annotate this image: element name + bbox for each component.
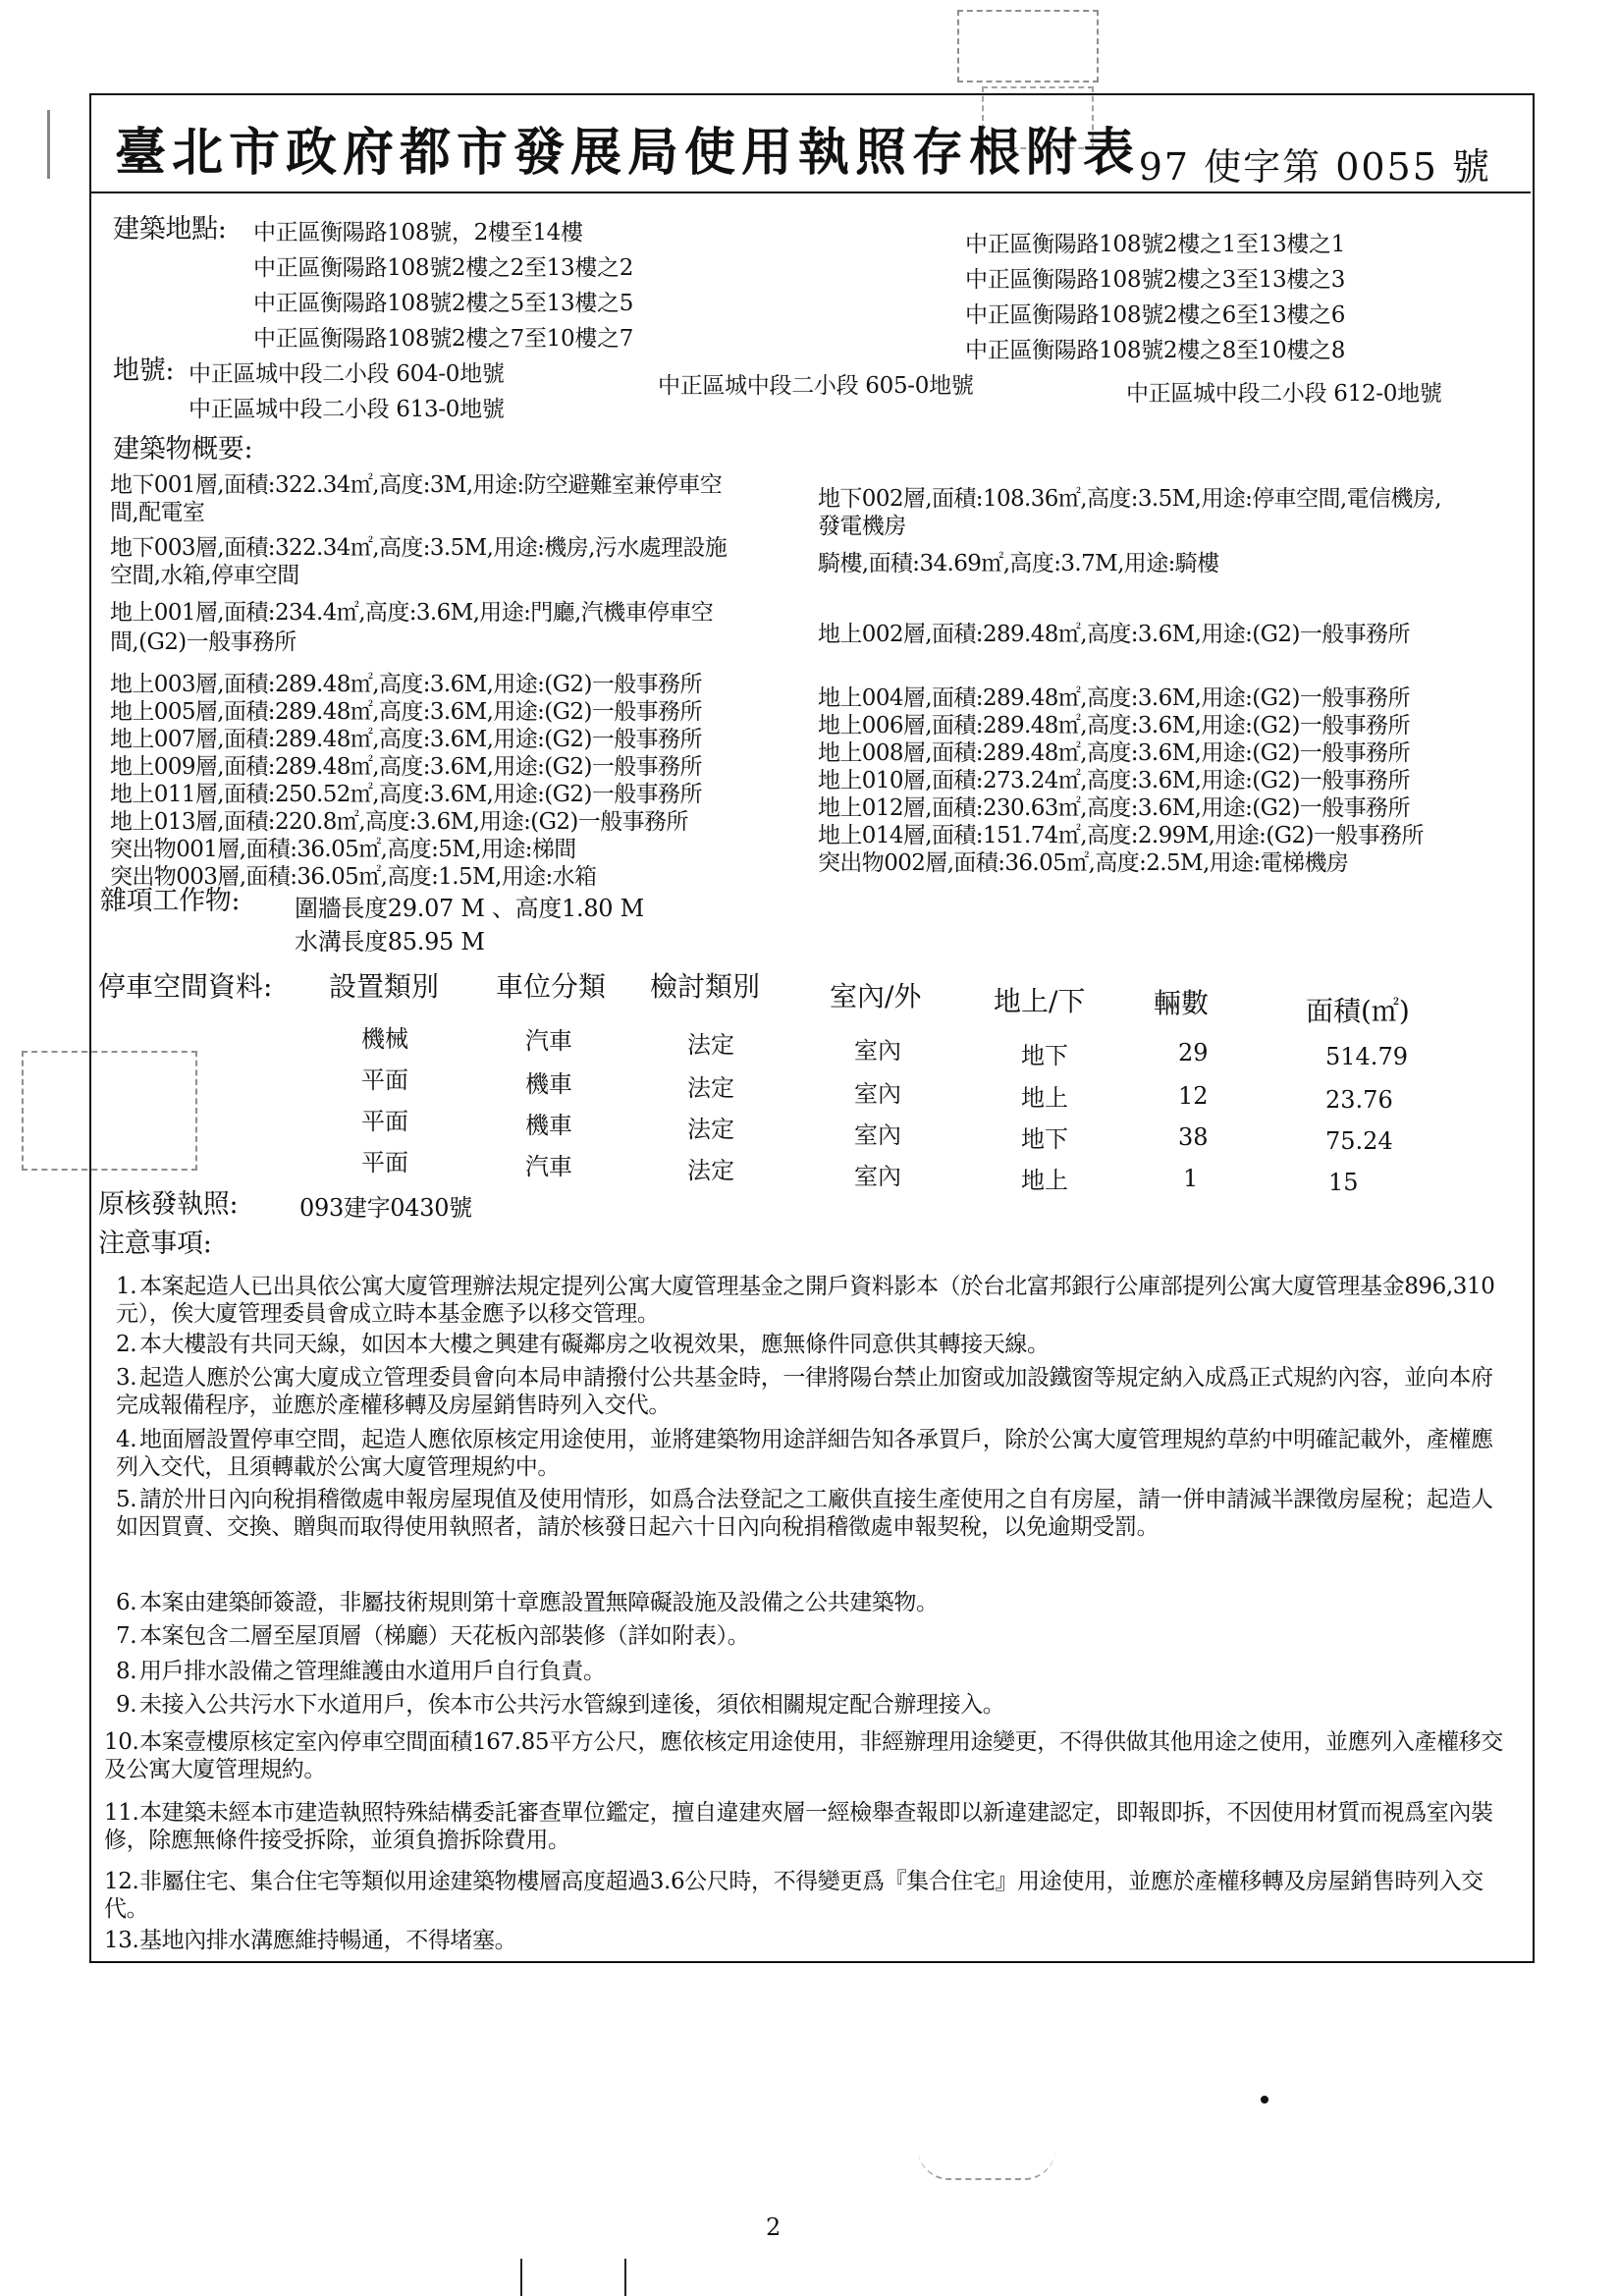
parking-cell: 平面	[361, 1108, 408, 1135]
parking-cell: 平面	[361, 1066, 408, 1094]
site-label: 建築地點:	[113, 214, 227, 245]
top-seal-stamp	[957, 10, 1099, 82]
parking-cell: 汽車	[525, 1153, 572, 1180]
page-number: 2	[766, 2214, 782, 2241]
misc-work-item: 水溝長度85.95 M	[295, 928, 485, 956]
floor-desc-left: 突出物001層,面積:36.05㎡,高度:5M,用途:梯間	[110, 837, 576, 862]
parking-cell: 法定	[687, 1157, 734, 1184]
lot-label: 地號:	[113, 355, 175, 386]
parking-header-type: 設置類別	[329, 970, 440, 1003]
note-text: 本案包含二層至屋頂層（梯廳）天花板內部裝修（詳如附表）。	[139, 1623, 750, 1649]
site-address-right: 中正區衡陽路108號2樓之1至13樓之1	[965, 232, 1346, 257]
parking-header-class: 車位分類	[496, 970, 607, 1003]
note-item: 1. 本案起造人已出具依公寓大廈管理辦法規定提列公寓大廈管理基金之開戶資料影本（於台北富邦銀行公庫部提列公寓大廈管理基金896,310元），俟大廈管理委員會成立時本基金應予以移交管理。	[116, 1274, 1495, 1327]
site-address-left: 中正區衡陽路108號2樓之5至13樓之5	[253, 291, 634, 316]
parking-label: 停車空間資料:	[98, 970, 273, 1003]
floor-desc-left: 地上011層,面積:250.52㎡,高度:3.6M,用途:(G2)一般事務所	[110, 782, 702, 807]
parking-header-indoor: 室內/外	[830, 980, 922, 1012]
note-item: 6. 本案由建築師簽證，非屬技術規則第十章應設置無障礙設施及設備之公共建築物。	[116, 1590, 939, 1615]
note-text: 本案起造人已出具依公寓大廈管理辦法規定提列公寓大廈管理基金之開戶資料影本（於台北富邦銀行公庫部提列公寓大廈管理基金896,310元），俟大廈管理委員會成立時本基金應予以移交管理。	[116, 1274, 1495, 1327]
lot-number: 中正區城中段二小段 612-0地號	[1126, 381, 1442, 407]
misc-work-item: 圍牆長度29.07 M 、高度1.80 M	[295, 895, 644, 922]
floor-desc-left: 地下001層,面積:322.34㎡,高度:3M,用途:防空避難室兼停車空	[110, 472, 723, 498]
floor-desc-left: 地上001層,面積:234.4㎡,高度:3.6M,用途:門廳,汽機車停車空	[110, 600, 714, 626]
note-text: 本建築未經本市建造執照特殊結構委託審查單位鑑定，擅自違建夾層一經檢舉查報即以新違建認定，即報即拆，不因使用材質而視爲室內裝修，除應無條件接受拆除，並須負擔拆除費用。	[104, 1800, 1493, 1853]
note-item: 9. 未接入公共污水下水道用戶，俟本市公共污水管線到達後，須依相關規定配合辦理接入。	[116, 1692, 1005, 1718]
floor-desc-left: 地上005層,面積:289.48㎡,高度:3.6M,用途:(G2)一般事務所	[110, 699, 702, 725]
parking-cell: 法定	[687, 1074, 734, 1102]
site-address-right: 中正區衡陽路108號2樓之8至10樓之8	[965, 338, 1346, 363]
original-permit-label: 原核發執照:	[98, 1189, 239, 1220]
floor-desc-left: 地上003層,面積:289.48㎡,高度:3.6M,用途:(G2)一般事務所	[110, 672, 702, 697]
floor-desc-right: 地上010層,面積:273.24㎡,高度:3.6M,用途:(G2)一般事務所	[818, 768, 1410, 793]
note-item: 7. 本案包含二層至屋頂層（梯廳）天花板內部裝修（詳如附表）。	[116, 1623, 750, 1649]
notes-label: 注意事項:	[98, 1229, 212, 1259]
parking-cell: 15	[1328, 1169, 1359, 1196]
note-item: 8. 用戶排水設備之管理維護由水道用戶自行負責。	[116, 1659, 606, 1684]
parking-cell: 29	[1178, 1039, 1209, 1066]
floor-desc-right: 地下002層,面積:108.36㎡,高度:3.5M,用途:停車空間,電信機房,	[818, 486, 1441, 512]
site-address-right: 中正區衡陽路108號2樓之6至13樓之6	[965, 302, 1346, 328]
parking-cell: 75.24	[1325, 1127, 1393, 1155]
floor-desc-left: 地上007層,面積:289.48㎡,高度:3.6M,用途:(G2)一般事務所	[110, 727, 702, 752]
note-item: 4. 地面層設置停車空間，起造人應依原核定用途使用，並將建築物用途詳細告知各承買戶，除於公寓大廈管理規約草約中明確記載外，產權應列入交代，且須轉載於公寓大廈管理規約中。	[116, 1427, 1493, 1480]
bottom-seal-arc	[918, 2149, 1055, 2180]
floor-desc-left: 空間,水箱,停車空間	[110, 563, 299, 588]
parking-header-level: 地上/下	[994, 985, 1086, 1017]
note-text: 非屬住宅、集合住宅等類似用途建築物樓層高度超過3.6公尺時，不得變更爲『集合住宅』用途使用，並應於產權移轉及房屋銷售時列入交代。	[104, 1869, 1483, 1922]
parking-cell: 汽車	[525, 1027, 572, 1055]
page-title: 臺北市政府都市發展局使用執照存根附表	[115, 123, 1141, 183]
parking-cell: 38	[1178, 1123, 1209, 1151]
margin-mark	[47, 110, 74, 179]
floor-desc-right: 地上002層,面積:289.48㎡,高度:3.6M,用途:(G2)一般事務所	[818, 622, 1410, 647]
note-item: 5. 請於卅日內向稅捐稽徵處申報房屋現值及使用情形，如爲合法登記之工廠供直接生產使用之自有房屋，請一併申請減半課徵房屋稅；起造人如因買賣、交換、贈與而取得使用執照者，請於核發日起六十日內向稅捐稽徵處申報契稅，以免逾期受罰。	[116, 1487, 1493, 1540]
parking-cell: 機車	[525, 1112, 572, 1139]
parking-cell: 514.79	[1325, 1043, 1408, 1070]
floor-desc-left: 地上013層,面積:220.8㎡,高度:3.6M,用途:(G2)一般事務所	[110, 809, 688, 835]
parking-header-review: 檢討類別	[650, 970, 761, 1003]
parking-cell: 室內	[854, 1037, 901, 1065]
floor-desc-right: 地上004層,面積:289.48㎡,高度:3.6M,用途:(G2)一般事務所	[818, 685, 1410, 711]
parking-cell: 機車	[525, 1070, 572, 1098]
floor-desc-right: 突出物002層,面積:36.05㎡,高度:2.5M,用途:電梯機房	[818, 850, 1349, 876]
site-address-left: 中正區衡陽路108號，2樓至14樓	[253, 220, 583, 246]
parking-cell: 1	[1183, 1165, 1199, 1192]
floor-desc-left: 突出物003層,面積:36.05㎡,高度:1.5M,用途:水箱	[110, 864, 597, 890]
parking-cell: 法定	[687, 1116, 734, 1143]
bottom-scan-line	[624, 2259, 626, 2296]
note-text: 地面層設置停車空間，起造人應依原核定用途使用，並將建築物用途詳細告知各承買戶，除於公寓大廈管理規約草約中明確記載外，產權應列入交代，且須轉載於公寓大廈管理規約中。	[116, 1427, 1493, 1480]
misc-works-label: 雜項工作物:	[100, 886, 241, 916]
parking-cell: 室內	[854, 1163, 901, 1190]
parking-cell: 平面	[361, 1149, 408, 1176]
note-text: 本大樓設有共同天線，如因本大樓之興建有礙鄰房之收視效果，應無條件同意供其轉接天線。	[139, 1332, 1050, 1357]
lot-number: 中正區城中段二小段 613-0地號	[189, 397, 505, 422]
note-text: 請於卅日內向稅捐稽徵處申報房屋現值及使用情形，如爲合法登記之工廠供直接生產使用之自有房屋，請一併申請減半課徵房屋稅；起造人如因買賣、交換、贈與而取得使用執照者，請於核發日起六十日內向稅捐稽徵處申報契稅，以免逾期受罰。	[116, 1487, 1493, 1540]
parking-cell: 地上	[1021, 1167, 1068, 1194]
stray-mark	[1261, 2096, 1268, 2104]
title-row	[89, 93, 1531, 193]
site-address-left: 中正區衡陽路108號2樓之7至10樓之7	[253, 326, 634, 352]
parking-header-count: 輛數	[1154, 987, 1210, 1019]
note-item: 2. 本大樓設有共同天線，如因本大樓之興建有礙鄰房之收視效果，應無條件同意供其轉接天線。	[116, 1332, 1050, 1357]
parking-cell: 室內	[854, 1121, 901, 1149]
floor-desc-right: 地上006層,面積:289.48㎡,高度:3.6M,用途:(G2)一般事務所	[818, 713, 1410, 738]
original-permit-value: 093建字0430號	[299, 1194, 472, 1222]
floor-desc-right: 地上014層,面積:151.74㎡,高度:2.99M,用途:(G2)一般事務所	[818, 823, 1424, 848]
floor-desc-left: 地上009層,面積:289.48㎡,高度:3.6M,用途:(G2)一般事務所	[110, 754, 702, 780]
parking-cell: 12	[1178, 1082, 1209, 1110]
parking-cell: 法定	[687, 1031, 734, 1059]
site-address-left: 中正區衡陽路108號2樓之2至13樓之2	[253, 255, 634, 281]
overview-label: 建築物概要:	[113, 434, 253, 465]
note-text: 用戶排水設備之管理維護由水道用戶自行負責。	[139, 1659, 606, 1684]
parking-header-area: 面積(㎡)	[1306, 995, 1410, 1027]
floor-desc-left: 間,(G2)一般事務所	[110, 629, 297, 655]
note-text: 本案由建築師簽證，非屬技術規則第十章應設置無障礙設施及設備之公共建築物。	[139, 1590, 939, 1615]
site-address-right: 中正區衡陽路108號2樓之3至13樓之3	[965, 267, 1346, 293]
floor-desc-right: 騎樓,面積:34.69㎡,高度:3.7M,用途:騎樓	[818, 551, 1219, 576]
note-text: 基地內排水溝應維持暢通，不得堵塞。	[139, 1928, 517, 1953]
floor-desc-left: 地下003層,面積:322.34㎡,高度:3.5M,用途:機房,污水處理設施	[110, 535, 728, 561]
note-item: 10.本案壹樓原核定室內停車空間面積167.85平方公尺，應依核定用途使用，非經辦理用途變更，不得供做其他用途之使用，並應列入產權移交及公寓大廈管理規約。	[104, 1729, 1503, 1782]
note-text: 起造人應於公寓大廈成立管理委員會向本局申請撥付公共基金時，一律將陽台禁止加窗或加設鐵窗等規定納入成爲正式規約內容，並向本府完成報備程序，並應於產權移轉及房屋銷售時列入交代。	[116, 1365, 1493, 1418]
note-item: 12.非屬住宅、集合住宅等類似用途建築物樓層高度超過3.6公尺時，不得變更爲『集合住宅』用途使用，並應於產權移轉及房屋銷售時列入交代。	[104, 1869, 1483, 1922]
note-item: 3. 起造人應於公寓大廈成立管理委員會向本局申請撥付公共基金時，一律將陽台禁止加窗或加設鐵窗等規定納入成爲正式規約內容，並向本府完成報備程序，並應於產權移轉及房屋銷售時列入交代。	[116, 1365, 1493, 1418]
note-item: 13.基地內排水溝應維持暢通，不得堵塞。	[104, 1928, 517, 1953]
floor-desc-left: 間,配電室	[110, 500, 205, 525]
parking-cell: 室內	[854, 1080, 901, 1108]
parking-cell: 機械	[361, 1025, 408, 1053]
permit-number: 97 使字第 0055 號	[1138, 145, 1491, 189]
note-text: 本案壹樓原核定室內停車空間面積167.85平方公尺，應依核定用途使用，非經辦理用途變更，不得供做其他用途之使用，並應列入產權移交及公寓大廈管理規約。	[104, 1729, 1503, 1782]
floor-desc-right: 地上012層,面積:230.63㎡,高度:3.6M,用途:(G2)一般事務所	[818, 795, 1410, 821]
parking-cell: 地下	[1021, 1042, 1068, 1069]
lot-number: 中正區城中段二小段 605-0地號	[658, 373, 974, 399]
parking-cell: 23.76	[1325, 1086, 1393, 1114]
parking-cell: 地下	[1021, 1125, 1068, 1153]
note-text: 未接入公共污水下水道用戶，俟本市公共污水管線到達後，須依相關規定配合辦理接入。	[139, 1692, 1005, 1718]
note-item: 11.本建築未經本市建造執照特殊結構委託審查單位鑑定，擅自違建夾層一經檢舉查報即以新違建認定，即報即拆，不因使用材質而視爲室內裝修，除應無條件接受拆除，並須負擔拆除費用。	[104, 1800, 1493, 1853]
floor-desc-right: 地上008層,面積:289.48㎡,高度:3.6M,用途:(G2)一般事務所	[818, 740, 1410, 766]
bottom-scan-line	[520, 2259, 522, 2296]
lot-number: 中正區城中段二小段 604-0地號	[189, 361, 505, 387]
floor-desc-right: 發電機房	[818, 514, 906, 539]
parking-cell: 地上	[1021, 1084, 1068, 1112]
